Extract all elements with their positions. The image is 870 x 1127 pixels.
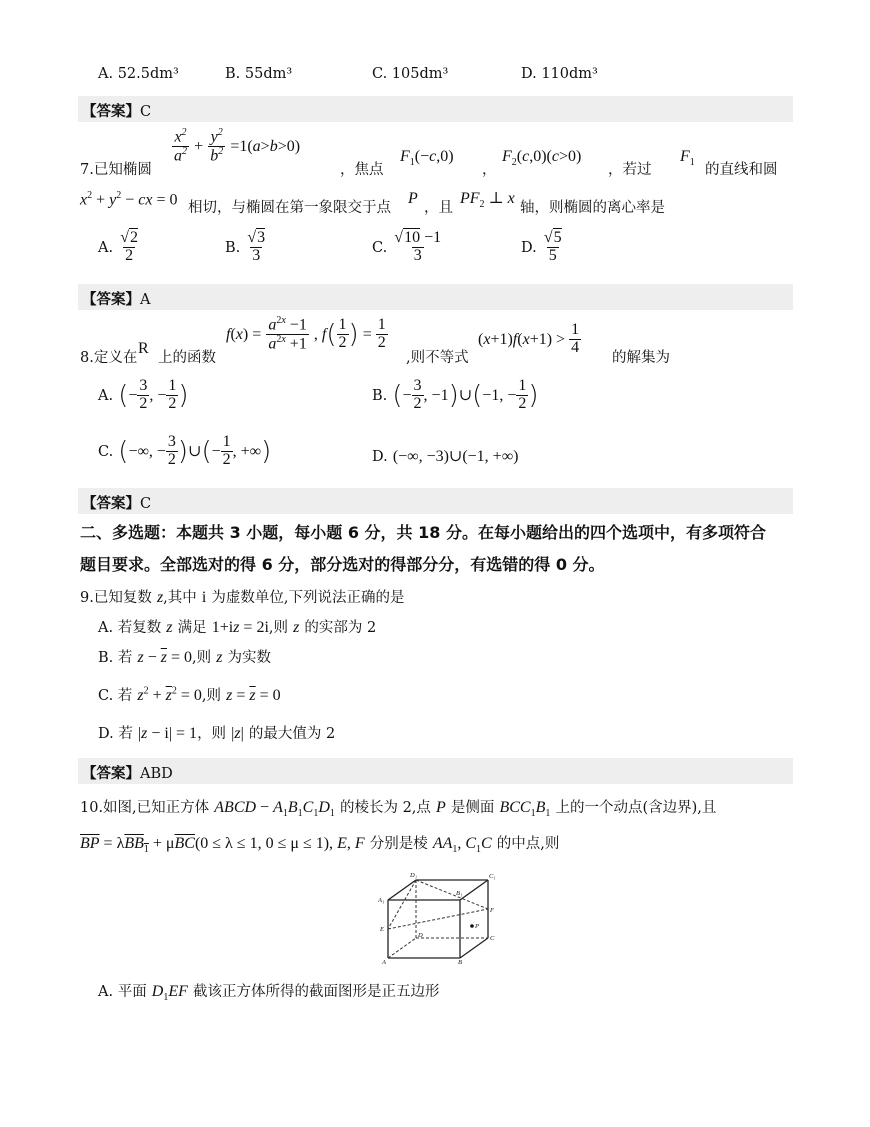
q7-option-a: A. $\frac{√2}{2}$ bbox=[98, 229, 138, 264]
q7-answer: A bbox=[140, 292, 151, 308]
q7-focus-text: ，焦点 bbox=[340, 162, 384, 178]
label-d: D bbox=[418, 932, 423, 939]
q9-answer: ABD bbox=[140, 766, 173, 782]
edge-a1-d1 bbox=[388, 880, 416, 900]
q8-stem-prefix: 8.定义在 bbox=[80, 350, 138, 366]
segment-d1-e bbox=[388, 880, 416, 929]
q8-option-d: D. (−∞, −3)∪(−1, +∞) bbox=[372, 448, 519, 465]
q9-stem: 9.已知复数 z,其中 i 为虚数单位,下列说法正确的是 bbox=[80, 589, 405, 606]
answer-label: 【答案】 bbox=[82, 103, 140, 120]
q7-answer-bar: 【答案】A bbox=[78, 284, 793, 310]
segment-d1-f bbox=[416, 880, 488, 909]
q8-on-text: 上的函数 bbox=[158, 350, 216, 366]
q6-option-b: B. 55dm³ bbox=[225, 66, 293, 82]
q7-and-text: ，且 bbox=[424, 200, 453, 216]
q7-ellipse-equation: $\frac{x^2}{a^2}$ + $\frac{y^2}{b^2}$ =1(a>b>0) bbox=[174, 127, 301, 165]
q9-answer-bar: 【答案】ABD bbox=[78, 758, 793, 784]
q6-option-d: D. 110dm³ bbox=[521, 66, 598, 82]
label-c: C bbox=[490, 935, 495, 942]
q9-option-a: A. 若复数 z 满足 1+iz = 2i,则 z 的实部为 2 bbox=[98, 619, 377, 636]
q7-line-text: 的直线和圆 bbox=[705, 162, 778, 178]
label-c1: C₁ bbox=[489, 873, 496, 880]
edge-b-c bbox=[460, 938, 488, 958]
q7-option-b: B. $\frac{√3}{3}$ bbox=[225, 229, 266, 264]
q9-option-c: C. 若 $z^2 + \overline{z}^2 = 0$,则 $z = \overline{z} = 0$ bbox=[98, 685, 281, 704]
q6-answer-bar bbox=[78, 96, 793, 122]
label-a1: A₁ bbox=[378, 897, 385, 904]
q8-set-r: R bbox=[138, 340, 149, 357]
q7-option-d: D. $\frac{√5}{5}$ bbox=[521, 229, 562, 264]
q7-axis-text: 轴，则椭圆的离心率是 bbox=[520, 200, 665, 216]
section2-line2: 题目要求。全部选对的得 6 分，部分选对的得部分分，有选错的得 0 分。 bbox=[80, 555, 605, 574]
q7-stem-prefix: 7.已知椭圆 bbox=[80, 162, 152, 178]
q8-option-a: A. (− $\frac{3}{2}$ , − $\frac{1}{2}$ ) bbox=[98, 377, 189, 412]
q9-option-b: B. 若 $z - \overline{z} = 0$,则 z 为实数 bbox=[98, 649, 272, 666]
q8-inequality: (x+1)f(x+1) > $\frac{1}{4}$ bbox=[478, 321, 580, 356]
q7-tangent-text: 相切，与椭圆在第一象限交于点 bbox=[188, 200, 391, 216]
label-b: B bbox=[458, 959, 462, 966]
q8-solution-text: 的解集为 bbox=[612, 350, 670, 366]
q6-option-a: A. 52.5dm³ bbox=[98, 66, 179, 82]
q6-answer: C bbox=[140, 104, 152, 120]
q10-line2: $\overline{BP} = \lambda BB_1 + \mu\overline{BC}(0 \le \lambda \le 1$, 0 ≤ μ ≤ 1), E, F 分别是棱 $AA_1$, $C_1C$ 的中点,则 bbox=[80, 835, 560, 856]
q9-option-d: D. 若 |z − i| = 1，则 |z| 的最大值为 2 bbox=[98, 725, 336, 742]
label-a: A bbox=[382, 959, 386, 966]
q7-perp: $PF_2$ ⊥ x bbox=[460, 190, 515, 211]
cube-figure bbox=[372, 868, 504, 966]
q7-comma: ， bbox=[482, 162, 497, 178]
label-f: F bbox=[490, 907, 494, 914]
q6-option-c: C. 105dm³ bbox=[372, 66, 449, 82]
q8-answer: C bbox=[140, 496, 152, 512]
q7-f1: $F_1(-c,0)$ bbox=[400, 148, 454, 169]
point-p bbox=[470, 924, 474, 928]
q7-f1-symbol: $F_1$ bbox=[680, 148, 695, 169]
q7-option-c: C. $\frac{√10 -1}{3}$ bbox=[372, 229, 442, 264]
q8-option-b: B. (− $\frac{3}{2}$ , −1)∪(−1, − $\frac{1}{2}$ ) bbox=[372, 377, 539, 412]
label-b1: B₁ bbox=[456, 890, 463, 897]
q8-function: f(x) = $\frac{a^{2x} -1}{a^{2x} +1}$ , f( $\frac{1}{2}$ ) = $\frac{1}{2}$ bbox=[226, 315, 386, 353]
q7-if-text: ，若过 bbox=[608, 162, 652, 178]
label-p: P bbox=[475, 923, 479, 930]
q10-option-a: A. 平面 $D_1EF$ 截该正方体所得的截面图形是正五边形 bbox=[98, 983, 440, 1004]
label-e: E bbox=[380, 926, 384, 933]
section2-line1: 二、多选题：本题共 3 小题，每小题 6 分，共 18 分。在每小题给出的四个选项中，有多项符合 bbox=[80, 523, 766, 542]
q8-answer-bar: 【答案】C bbox=[78, 488, 793, 514]
edge-b1-c1 bbox=[460, 880, 488, 900]
label-d1: D₁ bbox=[410, 872, 417, 879]
q7-circle-equation: $x^2 + y^2$ − cx = 0 bbox=[80, 190, 178, 209]
q8-option-c: C. (−∞, − $\frac{3}{2}$ )∪(− $\frac{1}{2}$ , +∞) bbox=[98, 433, 272, 468]
q8-then-text: ,则不等式 bbox=[406, 350, 469, 366]
q7-f2: $F_2(c,0)(c>0)$ bbox=[502, 148, 582, 169]
edge-a-d bbox=[388, 938, 416, 958]
q7-point-p: P bbox=[408, 190, 418, 207]
q10-line1: 10.如图,已知正方体 ABCD − $A_1B_1C_1D_1$ 的棱长为 2,点 P 是侧面 $BCC_1B_1$ 上的一个动点(含边界),且 bbox=[80, 799, 717, 820]
